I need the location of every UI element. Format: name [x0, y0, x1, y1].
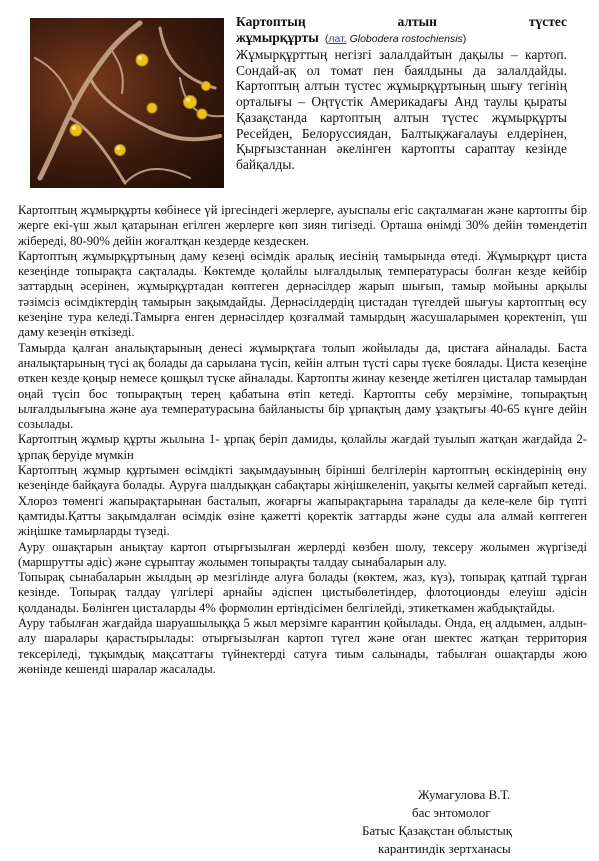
latin-close-paren: ) — [462, 33, 467, 45]
article-title-line1: Картоптың алтын түстес — [236, 14, 567, 29]
body-paragraph: Топырақ сынабаларын жылдың әр мезгілінде алуға болады (көктем, жаз, күз), топырақ қатпай тұрған кезінде. Топырақ талдау үлгілері арнайы әдіспен цистыбөлетіндер, флотоционды елеуіш әдісін қолданады. Бөлінген цисталарды 4% формолин ертіндісімен белгілейді, этикеткамен жабдықтайды. — [18, 570, 587, 615]
body-paragraph: Картоптың жұмырқұртының даму кезеңі өсімдік аралық иесінің тамырында өтеді. Жұмырқұрт циста кезеңінде топырақта сақталады. Көктемде қолайлы ылғалдылық температурасы болған кезде кейбір заттардың әсерінен, жұмырқұртадан көптеген дернәсілдер жарып шығып, тамыр мойыны арқылы тәзімсіз өсімдіктердің тамырын зақымдайды. Дернәсілдердің цистадан түгелдей шығуы картоптың өсу кезеңіне тура келеді.Тамырға енген дернәсілдер қозғалмай тамырдың жасушаларымен қоректеніп, үш даму кезеңін өткізеді. — [18, 248, 587, 340]
article-title-block — [236, 14, 567, 47]
latin-abbrev-link[interactable]: лат. — [328, 33, 347, 45]
article-title-word: жұмырқұрты — [236, 30, 319, 45]
signature-org-line1: Батыс Қазақстан облыстық — [362, 823, 513, 838]
body-paragraph: Картоптың жұмырқұрты көбінесе үй іргесіндегі жерлерге, ауыспалы егіс сақталмаған және картопты бір жерге екі-үш жыл қатарынан егілген жерлерге көп зиян тигізеді. Орташа өнімді 30% дейін төмендетіп жібереді, 80-90% дейін жоғалтқан кездерде кездескен. — [18, 203, 587, 248]
signature-org-line2: карантиндік зертханасы — [378, 841, 511, 856]
body-paragraph: Ауру ошақтарын анықтау картоп отырғызылған жерлерді көзбен шолу, тексеру жолымен жүргізеді (маршрутты әдіс) және сұрыптау жолымен топырақты талдау сынабаларын алу. — [18, 539, 587, 569]
body-paragraph: Картоптың жұмыр құртымен өсімдікті зақымдауының бірінші белгілерін картоптың өскіндерінің өну кезеңінде байқауға болады. Ауруға шалдыққан сабақтары жіңішкеленіп, уақыты келмей сарғайып кетеді. Хлороз төменгі жапырақтарынан басталып, жоғарғы жапырақтарына таралады да келе-келе бір түпті қамтиды.Қатты зақымдалған өсімдік өзіне қажетті қоректік заттарды және суды ала алмай көптеген жіңішке тамырларды түзеді. — [18, 463, 587, 539]
nematode-photo-icon — [30, 18, 224, 188]
latin-name-block — [325, 31, 466, 47]
body-paragraph: Картоптың жұмыр құрты жылына 1- ұрпақ беріп дамиды, қолайлы жағдай туылып жатқан жағдайда 2- ұрпақ беруіде мүмкін — [18, 432, 587, 462]
signature-block — [360, 786, 512, 858]
article-body — [18, 203, 587, 677]
intro-paragraph: Жұмырқұрттың негізгі залалдайтын дақылы – картоп. Сондай-ақ ол томат пен баялдыны да залалдайды. Картоптың алтын түстес жұмырқұртының шығу тегінің орталығы – Оңтүстік Америкадағы Анд таулы қыраты Қазақстанда картоптың алтын түстес жұмырқұрты Ресейден, Белоруссиядан, Балтықжағалауы елдерінен, Қырғызстаннан әкелінген картопты сараптау кезінде байқалды. — [236, 47, 567, 172]
latin-open-paren: ( — [324, 33, 329, 45]
latin-species-name: Globodera rostochiensis — [349, 33, 463, 45]
body-paragraph: Тамырда қалған аналықтарының денесі жұмырқтаға толып жойылады да, цистаға айналады. Баста аналықтарының түсі ақ болады да сарылана түсіп, кейін алтын түсті сары түске боялады. Циста кезеңіне өткен кезде қоңыр немесе қошқыл түске айналады. Картопты жинау кезеңде жетілген цисталар тамырдан оңай түсіп бос топырақтың терең қабатына өтіп кетеді. Картопты себу мерзіміне, топырақтың ылғалдылығына және ауа температурасына байланысты бір ұрпақтың даму ұзақтығы 40-65 күнге дейін созылады. — [18, 340, 587, 432]
signature-position: бас энтомолог — [412, 805, 491, 820]
signature-name: Жумагулова В.Т. — [418, 787, 511, 802]
article-title-line2 — [236, 30, 567, 47]
body-paragraph: Ауру табылған жағдайда шаруашылыққа 5 жыл мерзімге карантин қойылады. Онда, ең алдымен, алдын-алу шаралары қарастырылады: отырғызылған картоп түгел және оған шектес жатқан территория тексеріледі, тұқымдық мақсаттағы түйнектерді сатуға тиым салынады, табылған ошақтарды жою жөнінде кешенді шаралар жасалады. — [18, 616, 587, 676]
nematode-cysts-photo — [30, 18, 224, 188]
